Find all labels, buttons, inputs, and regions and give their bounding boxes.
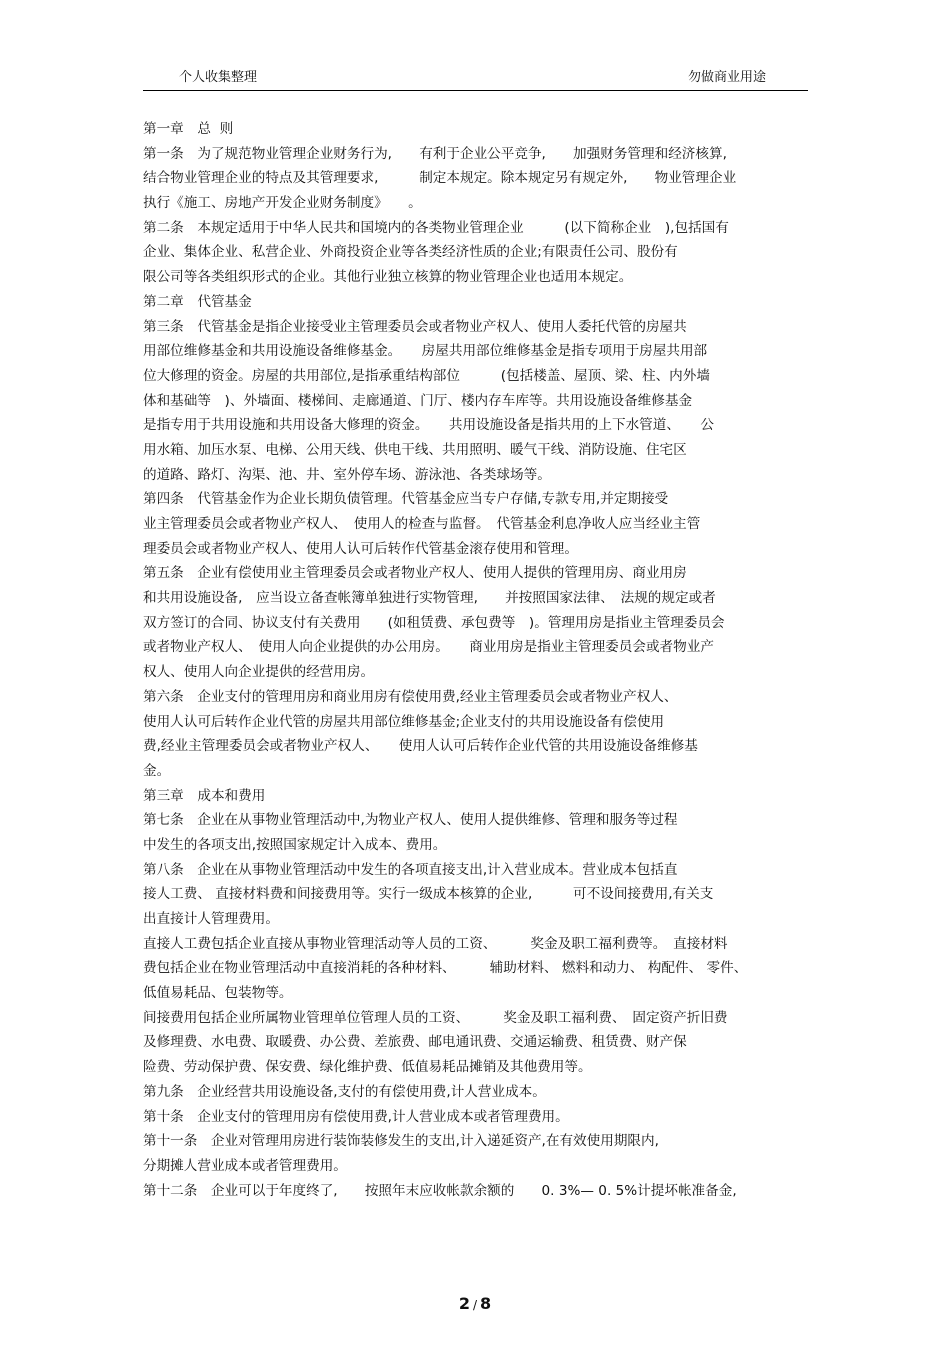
text-line: 理委员会或者物业产权人、使用人认可后转作代管基金滚存使用和管理。 xyxy=(143,540,578,557)
text-line: 结合物业管理企业的特点及其管理要求, 制定本规定。除本规定另有规定外, 物业管理企业 xyxy=(143,170,737,187)
text-line: 第三条 代管基金是指企业接受业主管理委员会或者物业产权人、使用人委托代管的房屋共 xyxy=(143,318,687,335)
text-line: 用水箱、加压水泵、电梯、公用天线、供电干线、共用照明、暖气干线、消防设施、住宅区 xyxy=(143,441,687,458)
text-line: 出直接计人管理费用。 xyxy=(143,911,279,927)
text-line: 接人工费、 直接材料费和间接费用等。实行一级成本核算的企业, 可不设间接费用,有关支 xyxy=(143,886,714,903)
text-line: 双方签订的合同、协议支付有关费用 (如租赁费、承包费等 )。管理用房是指业主管理委员会 xyxy=(143,614,725,631)
text-line: 第五条 企业有偿使用业主管理委员会或者物业产权人、使用人提供的管理用房、商业用房 xyxy=(143,565,687,582)
header-right-text: 勿做商业用途 xyxy=(687,70,766,85)
text-line: 及修理费、水电费、取暖费、办公费、差旅费、邮电通讯费、交通运输费、租赁费、财产保 xyxy=(143,1034,687,1051)
text-line: 第三章 成本和费用 xyxy=(143,787,266,804)
text-line: 分期摊人营业成本或者管理费用。 xyxy=(143,1157,347,1174)
document-body xyxy=(143,117,813,1203)
text-line: 第一条 为了规范物业管理企业财务行为, 有利于企业公平竞争, 加强财务管理和经济核算, xyxy=(143,145,727,162)
page-number xyxy=(0,1294,950,1313)
text-line: 第四条 代管基金作为企业长期负债管理。代管基金应当专户存储,专款专用,并定期接受 xyxy=(143,491,669,508)
text-line: 第六条 企业支付的管理用房和商业用房有偿使用费,经业主管理委员会或者物业产权人、 xyxy=(143,688,678,705)
text-line: 用部位维修基金和共用设施设备维修基金。 房屋共用部位维修基金是指专项用于房屋共用部 xyxy=(143,343,708,360)
page-separator: / xyxy=(472,1298,478,1312)
text-line: 第十二条 企业可以于年度终了, 按照年末应收帐款余额的 0. 3%— 0. 5%计提坏帐准备金, xyxy=(143,1182,737,1199)
text-line: 第八条 企业在从事物业管理活动中发生的各项直接支出,计入营业成本。营业成本包括直 xyxy=(143,861,678,878)
text-line: 限公司等各类组织形式的企业。其他行业独立核算的物业管理企业也适用本规定。 xyxy=(143,269,633,286)
header-left-text: 个人收集整理 xyxy=(179,70,258,85)
text-line: 第七条 企业在从事物业管理活动中,为物业产权人、使用人提供维修、管理和服务等过程 xyxy=(143,812,678,829)
text-line: 中发生的各项支出,按照国家规定计入成本、费用。 xyxy=(143,836,447,853)
text-line: 第二章 代管基金 xyxy=(143,293,252,310)
page-header xyxy=(143,62,808,91)
text-line: 是指专用于共用设施和共用设备大修理的资金。 共用设施设备是指共用的上下水管道、 公 xyxy=(143,417,714,434)
text-line: 低值易耗品、包装物等。 xyxy=(143,985,293,1002)
text-line: 使用人认可后转作企业代管的房屋共用部位维修基金;企业支付的共用设施设备有偿使用 xyxy=(143,713,665,730)
text-line: 体和基础等 )、外墙面、楼梯间、走廊通道、门厅、楼内存车库等。共用设施设备维修基金 xyxy=(143,392,693,409)
text-line: 第九条 企业经营共用设施设备,支付的有偿使用费,计人营业成本。 xyxy=(143,1083,546,1100)
text-line: 和共用设施设备, 应当设立备查帐簿单独进行实物管理, 并按照国家法律、 法规的规定或者 xyxy=(143,590,716,607)
total-pages: 8 xyxy=(480,1294,492,1313)
text-line: 间接费用包括企业所属物业管理单位管理人员的工资、 奖金及职工福利费、 固定资产折旧费 xyxy=(143,1009,728,1026)
text-line: 直接人工费包括企业直接从事物业管理活动等人员的工资、 奖金及职工福利费等。 直接材料 xyxy=(143,935,728,952)
text-line: 第十一条 企业对管理用房进行装饰装修发生的支出,计入递延资产,在有效使用期限内, xyxy=(143,1133,659,1150)
text-line: 费,经业主管理委员会或者物业产权人、 使用人认可后转作企业代管的共用设施设备维修基 xyxy=(143,738,698,755)
text-line: 金。 xyxy=(143,762,171,779)
text-line: 位大修理的资金。房屋的共用部位,是指承重结构部位 (包括楼盖、屋顶、梁、柱、内外墙 xyxy=(143,367,710,384)
text-line: 权人、使用人向企业提供的经营用房。 xyxy=(143,664,375,681)
text-line: 险费、劳动保护费、保安费、绿化维护费、低值易耗品摊销及其他费用等。 xyxy=(143,1059,592,1076)
text-line: 第一章 总 则 xyxy=(143,121,234,137)
text-line: 执行《施工、房地产开发企业财务制度》 。 xyxy=(143,195,422,212)
text-line: 或者物业产权人、 使用人向企业提供的办公用房。 商业用房是指业主管理委员会或者物业产 xyxy=(143,639,714,656)
text-line: 的道路、路灯、沟渠、池、井、室外停车场、游泳池、各类球场等。 xyxy=(143,466,551,483)
text-line: 业主管理委员会或者物业产权人、 使用人的检查与监督。 代管基金利息净收人应当经业主管 xyxy=(143,516,701,532)
text-line: 费包括企业在物业管理活动中直接消耗的各种材料、 辅助材料、 燃料和动力、 构配件、 零件、 xyxy=(143,960,748,977)
text-line: 第二条 本规定适用于中华人民共和国境内的各类物业管理企业 (以下简称企业 ),包括国有 xyxy=(143,219,729,236)
current-page: 2 xyxy=(458,1294,470,1313)
text-line: 第十条 企业支付的管理用房有偿使用费,计人营业成本或者管理费用。 xyxy=(143,1108,569,1125)
text-line: 企业、集体企业、私营企业、外商投资企业等各类经济性质的企业;有限责任公司、股份有 xyxy=(143,244,678,261)
